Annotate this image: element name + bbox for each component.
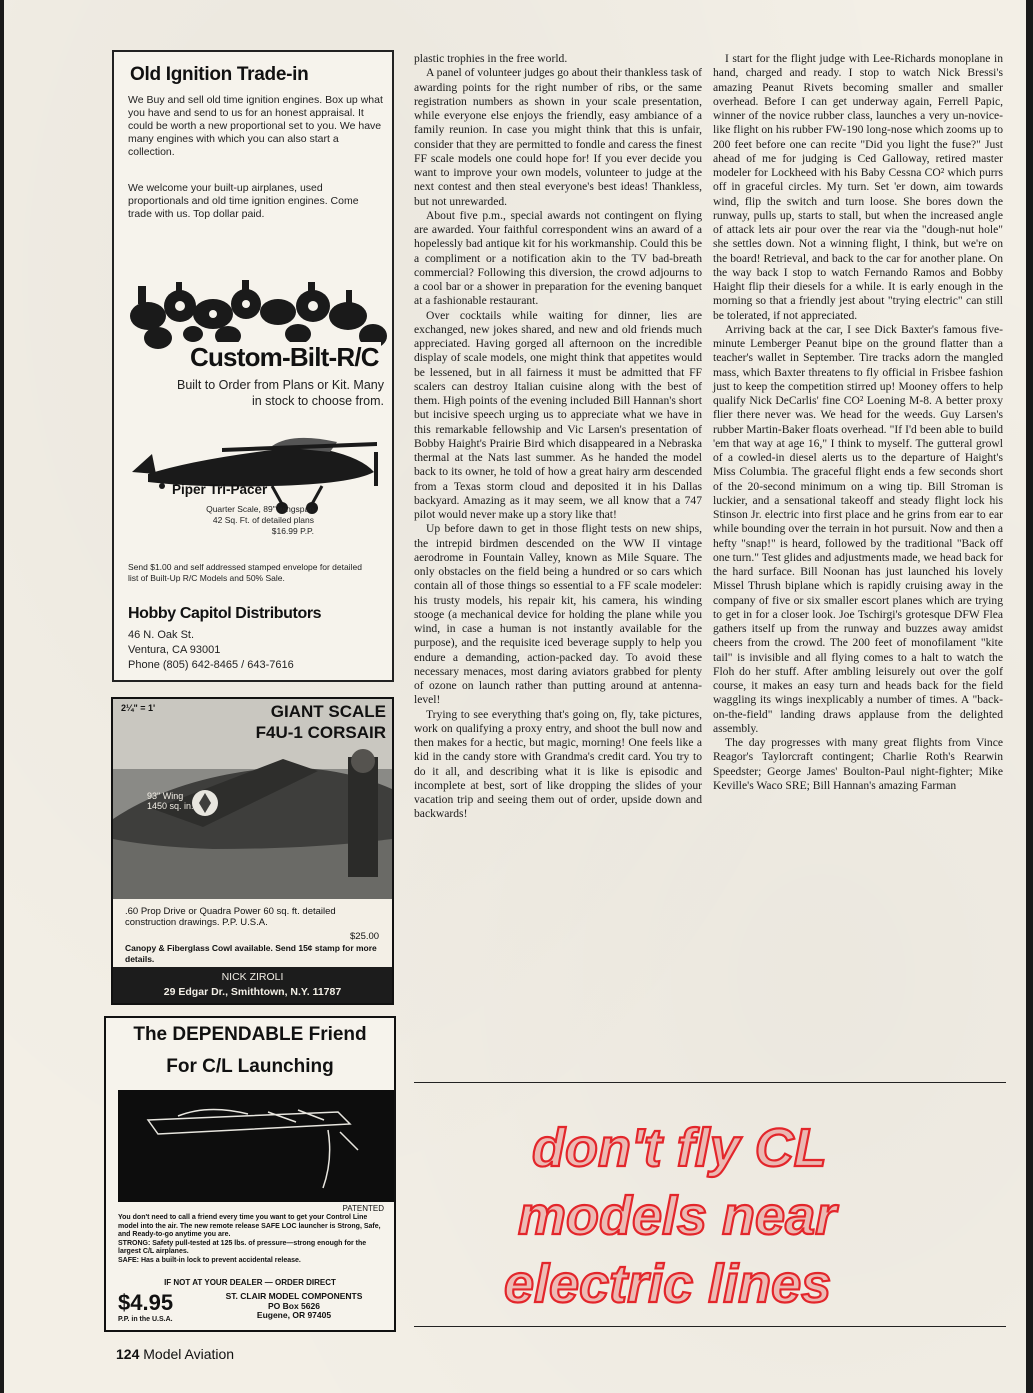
spec-line: $16.99 P.P.: [271, 526, 314, 536]
safety-warning: [498, 1114, 928, 1314]
order-direct: IF NOT AT YOUR DEALER — ORDER DIRECT: [164, 1278, 336, 1287]
page-number: 124: [116, 1346, 140, 1362]
price-note: P.P. in the U.S.A.: [118, 1316, 173, 1323]
wing-line: 93" Wing: [147, 791, 184, 801]
magazine-page: [4, 0, 1026, 1393]
launcher-body: [118, 1214, 388, 1265]
safety-line: models near: [518, 1186, 837, 1246]
article-paragraph: Over cocktails while waiting for dinner, lies are exchanged, new jokes shared, and new and old friends much appreciated. Having gorged all afternoon on the incredible display of scale models, one might think that appetites would be lessened, but in all fairness it must be admitted that FF scalers can destroy Italian cuisine along with the best of them. High points of the evening included Bill Hannan's short but incisive speech urging us to appreciate what we have in this remarkable fellowship and Vic Larsen's presentation of Bobby Haight's Prairie Bird which disappeared in a Nebraska thermal at the Nats last summer. As he handed the model back to its owner, he told of how a great hairy arm descended from a Texas storm cloud and deposited it in his Dallas backyard. Amazing as it may seem, we all know that a 747 pilot would never make up a story like that!: [414, 308, 702, 521]
patented-label: PATENTED: [342, 1204, 384, 1213]
body-line: You don't need to call a friend every time you want to get your Control Line model into the air. The new remote release SAFE LOC launcher is Strong, Safe, and Ready-to-go anytime you are.: [118, 1214, 381, 1238]
plane-specs: [142, 504, 314, 537]
company-line: PO Box 5626: [268, 1300, 320, 1311]
wing-line: 1450 sq. in.: [147, 801, 194, 811]
seller-name: NICK ZIROLI: [221, 971, 284, 983]
launcher-photo: [118, 1090, 396, 1202]
article-paragraph: Arriving back at the car, I see Dick Baxter's famous five-minute Lemberger Peanut bipe on the ground flatter than a teacher's wallet in September. Tire tracks adorn the mangled mass, which Baxter threatens to fly official in Frisbee fashion just to keep the competition stirred up! Mooney offers to help qualify Nick DeCarlis' fine CO² Loening M-8. A better proxy flier there never was. We head for the weeds. Guy Larsen's rubber Martin-Baker floats overhead. "If I'd been able to build 'em that way at age 16," I think to myself. The gutteral growl of a cowled-in diesel alerts us to the departure of Haight's Miss Columbia. The graceful flight ends a few seconds short of the 20-second minimum on a wing tip. Bill Stroman is luckier, and a sensational takeoff and steady flight lock his Stinson Jr. electric into first place and he grins from ear to ear while bounding over the terrain in hot pursuit. Now and then a hefty "snap!" is heard, followed by the traditional "Back off one turn." Test glides and adjustments made, we head back for the hard surface. Bill Noonan has just launched his lovely Missel Thrush biplane which is rapidly cruising away in the company of five or six smaller escort planes which are trying to get in for a closer look. Joe Tschirgi's grotesque DFW Flea gathers itself up from the runway and buzzes away amidst cheers from the crowd. The 200 feet of monofilament "kite tail" is invisible and all flying comes to a halt to watch the Floh do her stuff. After ambling leisurely out over the golf course, it makes an easy turn and heads back for the field waggling its wings inexplicably a number of times. A "back-on-the-field" landing draws applause from the delighted assembly.: [713, 322, 1003, 735]
title-line: F4U-1 CORSAIR: [255, 723, 386, 742]
ad-hobby-capitol: [112, 50, 394, 682]
ad-paragraph: We welcome your built-up airplanes, used proportionals and old time ignition engines. Come trade with us. Top dollar paid.: [128, 182, 359, 220]
article-paragraph: plastic trophies in the free world.: [414, 52, 568, 65]
body-line: SAFE: Has a built-in lock to prevent accidental release.: [118, 1256, 301, 1264]
body-line: STRONG: Safety pull-tested at 125 lbs. of pressure—strong enough for the largest C/L airplanes.: [118, 1239, 367, 1255]
built-to-order-text: Built to Order from Plans or Kit. Many in stock to choose from.: [176, 378, 384, 408]
launcher-title-line: For C/L Launching: [166, 1056, 334, 1077]
company-line: Eugene, OR 97405: [256, 1310, 332, 1320]
page-footer: [116, 1346, 234, 1362]
launcher-company: [196, 1292, 392, 1321]
launcher-price: $4.95: [118, 1290, 174, 1315]
address-line: Ventura, CA 93001: [128, 644, 221, 656]
seller-bar: [113, 967, 392, 1003]
send-info: Send $1.00 and self addressed stamped envelope for detailed list of Built-Up R/C Models and 50% Sale.: [128, 562, 362, 583]
corsair-title: [256, 701, 386, 743]
article-paragraph: The day progresses with many great flights from Vince Reagor's Taylorcraft contingent; Charlie Roth's Rearwin Speedster; George James' Boulton-Paul night-fighter; Mike Keville's Waco SRE; Bill Hannan's amazing Farman: [713, 736, 1003, 792]
article-paragraph: About five p.m., special awards not contingent on flying are awarded. Your faithful correspondent wins an award of a hopelessly bad antique kit for his workmanship. Could this be a compliment or a notification akin to the TV bad-breath commercial? Following this diversion, the crowd adjourns to a cool bar or a shower in preparation for the evening banquet at a fashionable restaurant.: [414, 208, 702, 308]
magazine-name: Model Aviation: [143, 1346, 235, 1362]
title-line: GIANT SCALE: [270, 702, 386, 721]
article-paragraph: I start for the flight judge with Lee-Richards monoplane in hand, charged and ready. I stop to watch Nick Bressi's amazing Peanut Rivets becoming smaller and smaller overhead. Before I can get underway again, Ferrell Papic, winner of the novice rubber class, launches a very un-novice-like flight on his rubber FW-190 long-nose which zooms up to 200 feet before one can recite "Did you light the fuse?" Just ahead of me for judging is Ced Galloway, retired master modeler for Lockheed with his Baby Cessna CO² which purrs off in graceful circles. My turn. Set 'er down, aim towards wind, flip the switch and turn loose. She bores down the runway, pulls up, starts to stall, but when the increased angle of attack lets air pour over the rear via the "dough-nut hole" she settles down. Not a winning flight, I think, but we're on the board! Retrieval, and back to the car for another plane. On the way back I stop to watch Fernando Ramos and Bobby Haight flip their diesels for a while. It is early enough in the morning so that a friendly jest about "trying electric" can still be tolerated, if not appreciated.: [713, 52, 1003, 322]
company-name: Hobby Capitol Distributors: [128, 605, 322, 622]
launcher-title-line: The DEPENDABLE Friend: [133, 1024, 367, 1045]
article-paragraph: Up before dawn to get in those flight tests on new ships, the intrepid birdmen descended on the WW II vintage aerodrome in Fountain Valley, known as Mile Square. The only obstacles on the field being a hundred or so cars which contain all of those things so essential to a FF scale modeler: his trusty models, his repair kit, his camera, his winding stooge (a mechanical device for holding the plane while you wind, in case a human is not instantly available for the purpose), and the requisite iced beverage supply to help you endure a demanding, action-packed day. To avoid these necessary menaces, most daring aviators grabbed for plenty of ozone on launch rather than putting around at antenna-level!: [414, 522, 702, 707]
corsair-price: $25.00: [350, 931, 380, 942]
article-paragraph: Trying to see everything that's going on, fly, take pictures, work on qualifying a proxy entry, and shoot the bull now and then makes for a hectic, but magic, morning! One feels like a kid in the candy store with Grandma's credit card. You try to do it all, and describing what it is like is episodic and incomplete at best, sort of like dropping the slides of your vacation trip and seeing them out of order, upside down and backwards!: [414, 707, 702, 821]
spec-line: 42 Sq. Ft. of detailed plans: [212, 515, 314, 525]
safety-line: electric lines: [504, 1254, 832, 1314]
plane-name: Piper Tri-Pacer: [172, 482, 268, 497]
article-column-1: [414, 52, 702, 822]
ad-corsair: [111, 697, 394, 1005]
spec-line: Quarter Scale, 89" wingspan: [206, 504, 314, 514]
ad-launcher: [104, 1016, 396, 1332]
divider-rule: [414, 1326, 1006, 1327]
corsair-description: .60 Prop Drive or Quadra Power 60 sq. ft. detailed construction drawings. P.P. U.S.A.: [125, 906, 336, 928]
safety-line: don't fly CL: [532, 1118, 827, 1178]
company-line: ST. CLAIR MODEL COMPONENTS: [225, 1291, 363, 1301]
address-line: 46 N. Oak St.: [128, 629, 195, 641]
address-line: Phone (805) 642-8465 / 643-7616: [128, 659, 294, 671]
ad-paragraph: We Buy and sell old time ignition engines. Box up what you have and send to us for an honest appraisal. It could be worth a new proportional set to you. We have many engines with which you can also start a collection.: [128, 94, 383, 158]
company-address: [128, 628, 294, 673]
launcher-illustration: [118, 1090, 396, 1202]
article-paragraph: A panel of volunteer judges go about their thankless task of awarding points for the right number of ribs, or the same registration numbers as shown in your scale presentation, while everyone else enjoys the friendly, easy ambiance of a family reunion. In case you might think that this is unfair, consider that they are permitted to fondle and caress the finest FF scale models one could hope for! If you ever decide you want to improve your own models, volunteer to judge at the next contest and then steal everyone's best ideas! Thankless, but not unrewarded.: [414, 66, 702, 208]
canopy-text: Canopy & Fiberglass Cowl available. Send 15¢ stamp for more details.: [125, 943, 377, 964]
custom-bilt-title: Custom-Bilt-R/C: [190, 342, 379, 372]
ad-title: Old Ignition Trade-in: [130, 64, 309, 85]
scale-label: 2¼" = 1': [121, 703, 156, 713]
article-column-2: [713, 52, 1003, 793]
divider-rule: [414, 1082, 1006, 1083]
wing-spec: [147, 791, 194, 811]
seller-address: 29 Edgar Dr., Smithtown, N.Y. 11787: [163, 986, 342, 998]
